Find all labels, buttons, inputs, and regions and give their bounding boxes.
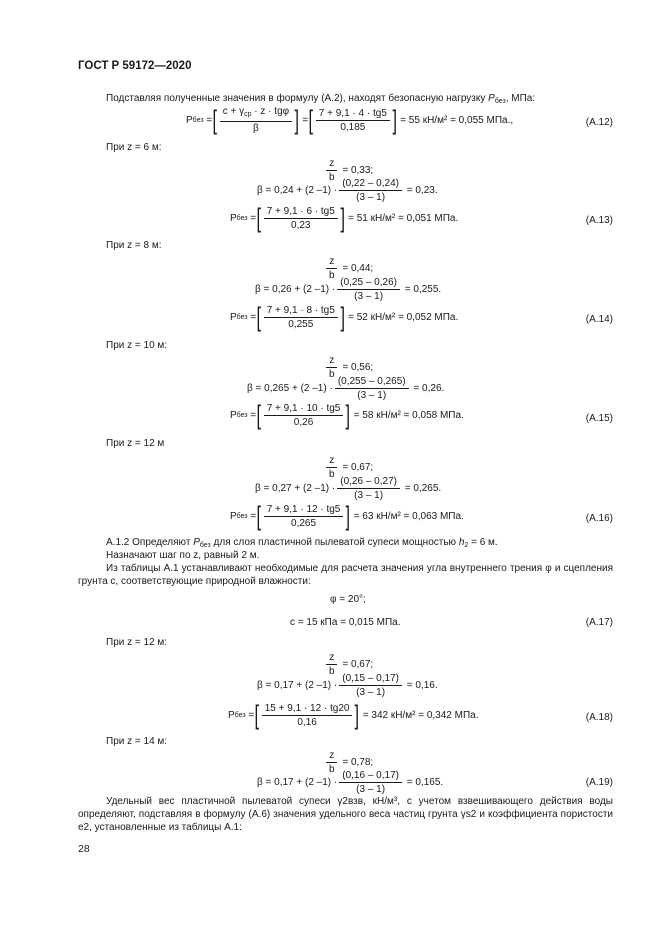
equation-number: (А.12) <box>585 117 613 128</box>
equation-number: (А.19) <box>585 777 613 788</box>
equation-number: (А.16) <box>585 513 613 524</box>
case-label: При z = 12 м: <box>106 637 168 648</box>
case-label: При z = 6 м: <box>106 142 162 153</box>
equation-number: (А.17) <box>585 617 613 628</box>
intro-text: Подставляя полученные значения в формулу (А.2), находят безопасную нагрузку $P_{без}$, МПа: <box>106 93 536 105</box>
equation-beta: β = 0,27 + (2 –1) · $\frac{(0,26 - 0,27)}{(3 - 1)}$ = 0,265. <box>255 476 442 501</box>
equation-a17: c = 15 кПа = 0,015 МПа. <box>290 617 401 628</box>
equation-a12: P без = [ $\frac{c + \gamma_{cp} \cdot z \cdot tg\varphi}{\beta}$ ] = [ $\frac{7 + 9,1 \cdot 4 \cdot tg5}{0,185}$ ] = 55 кН/м² = 0,055 МПа., <box>186 104 514 135</box>
case-label: При z = 14 м: <box>106 736 168 747</box>
final-paragraph: Удельный вес пластичной пылеватой супеси γ2взв, кН/м³, с учетом взвешивающего действия воды определяют, подставляя в формулу (А.6) значения удельного веса частиц грунта γs2 и коэффициента пористости e2, установленные из таблицы А.1: <box>78 796 613 833</box>
equation-a13: P без = [ $\frac{7 + 9,1 \cdot 6 \cdot tg5}{0,23}$ ] = 51 кН/м² = 0,051 МПа. <box>230 203 459 233</box>
equation-beta: β = 0,24 + (2 –1) · $\frac{(0,22 - 0,24)}{(3 - 1)}$ = 0,23. <box>257 178 438 203</box>
equation-phi: φ = 20°; <box>330 594 366 605</box>
equation-number: (А.13) <box>585 215 613 226</box>
page-number: 28 <box>78 843 90 855</box>
case-label: При z = 10 м: <box>106 340 168 351</box>
equation-number: (А.14) <box>585 314 613 325</box>
equation-beta: β = 0,17 + (2 –1) · $\frac{(0,15 - 0,17)}{(3 - 1)}$ = 0,16. <box>257 673 438 698</box>
document-header: ГОСТ Р 59172—2020 <box>78 60 192 72</box>
equation-beta: β = 0,265 + (2 –1) · $\frac{(0,255 - 0,265)}{(3 - 1)}$ = 0,26. <box>247 376 445 401</box>
ratio-zb: $\frac{z}{b}$ = 0,78; <box>324 750 373 775</box>
equation-number: (А.15) <box>585 413 613 424</box>
ratio-zb: $\frac{z}{b}$ = 0,67; <box>324 455 373 480</box>
equation-beta: β = 0,26 + (2 –1) · $\frac{(0,25 - 0,26)}{(3 - 1)}$ = 0,255. <box>255 277 442 302</box>
equation-a15: P без = [ $\frac{7 + 9,1 \cdot 10 \cdot tg5}{0,26}$ ] = 58 кН/м² = 0,058 МПа. <box>230 400 464 430</box>
equation-a18: P без = [ $\frac{15 + 9,1 \cdot 12 \cdot tg20}{0,16}$ ] = 342 кН/м² = 0,342 МПа. <box>228 700 479 730</box>
section-a12-line2: Назначают шаг по z, равный 2 м. <box>106 550 260 561</box>
equation-a16: P без = [ $\frac{7 + 9,1 \cdot 12 \cdot tg5}{0,265}$ ] = 63 кН/м² = 0,063 МПа. <box>230 501 464 531</box>
section-a12-line3: Из таблицы А.1 устанавливают необходимые для расчета значения угла внутреннего трения φ и сцепления грунта c, соответствующие природной влажности: <box>78 563 613 587</box>
ratio-zb: $\frac{z}{b}$ = 0,67; <box>324 652 373 677</box>
equation-number: (А.18) <box>585 712 613 723</box>
section-a12-line1: А.1.2 Определяют $P_{без}$ для слоя пластичной пылеватой супеси мощностью $h_2 = 6$ м. <box>106 537 498 549</box>
ratio-zb: $\frac{z}{b}$ = 0,56; <box>324 355 373 380</box>
case-label: При z = 8 м: <box>106 240 162 251</box>
case-label: При z = 12 м <box>106 438 165 449</box>
ratio-zb: $\frac{z}{b}$ = 0,44; <box>324 256 373 281</box>
equation-a19: β = 0,17 + (2 –1) · $\frac{(0,16 - 0,17)}{(3 - 1)}$ = 0,165. <box>257 770 444 795</box>
equation-a14: P без = [ $\frac{7 + 9,1 \cdot 8 \cdot tg5}{0,255}$ ] = 52 кН/м² = 0,052 МПа. <box>230 302 459 332</box>
ratio-zb: $\frac{z}{b}$ = 0,33; <box>324 158 373 183</box>
